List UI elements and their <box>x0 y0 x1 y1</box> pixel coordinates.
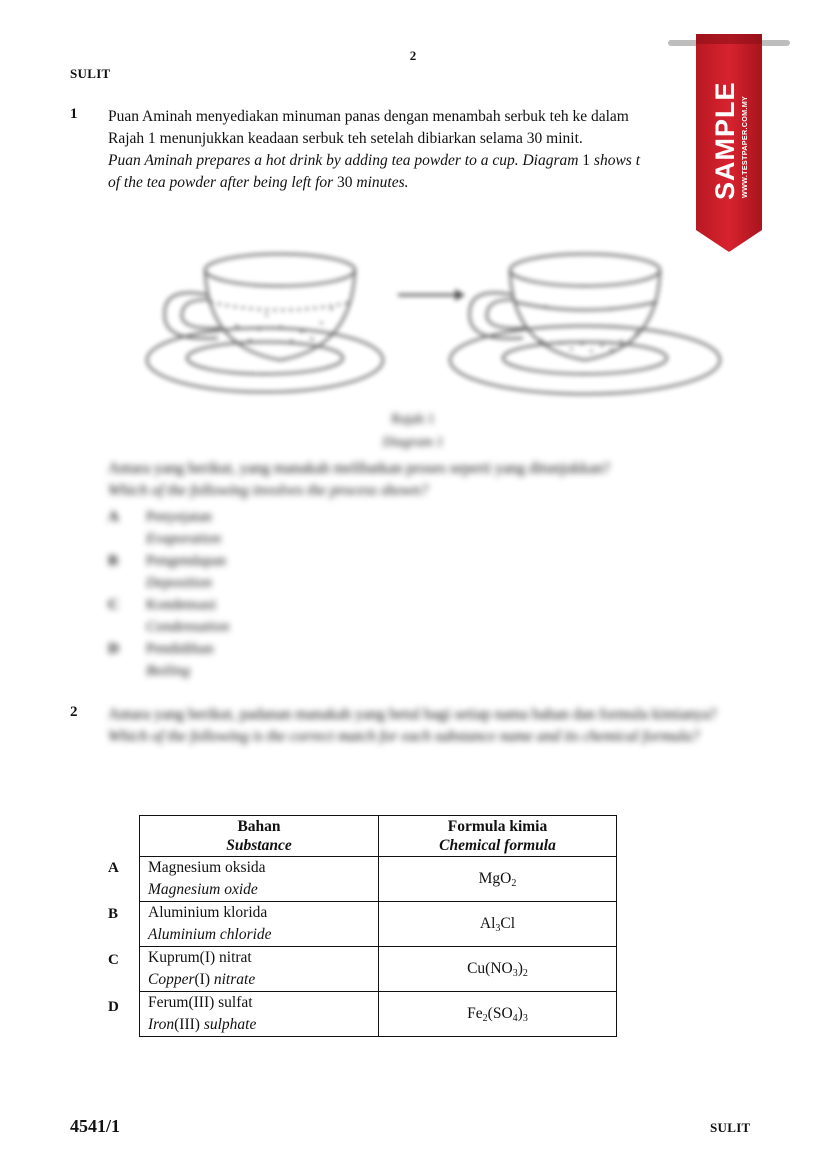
option-letter: B <box>108 553 119 569</box>
arrow <box>398 289 465 301</box>
q1-line4 <box>108 172 708 194</box>
substance-ms: Ferum(III) sulfat <box>148 994 253 1011</box>
substance-table <box>139 815 617 1037</box>
option-ms: Kondensasi <box>146 597 216 613</box>
q1-line3-num: 1 <box>582 152 591 169</box>
formula-cell: $Al_3Cl$ <box>379 902 617 947</box>
substance-en-pre: Copper <box>148 971 195 988</box>
option-en: Boiling <box>146 663 191 679</box>
tea-cups-diagram <box>140 230 740 420</box>
substance-ms: Magnesium oksida <box>148 859 266 876</box>
formula-cell: MgO$_2$ <box>379 857 617 902</box>
q1-question-ms: Antara yang berikut, yang manakah melibatkan proses seperti yang ditunjukkan? <box>108 460 610 477</box>
table-row[interactable] <box>140 947 617 992</box>
substance-en-post: nitrate <box>210 971 256 988</box>
option-en: Condensation <box>146 619 230 635</box>
col1-en: Substance <box>226 837 292 854</box>
q2-number: 2 <box>70 704 78 720</box>
row-letter-b[interactable]: B <box>108 906 119 922</box>
q1-line2: Rajah 1 menunjukkan keadaan serbuk teh setelah dibiarkan selama 30 minit. <box>108 130 583 147</box>
q1-line4-pre: of the tea powder after being left for <box>108 174 338 191</box>
col-formula <box>379 816 617 857</box>
q1-line3-post: shows t <box>590 152 641 169</box>
q1-line3-pre: Puan Aminah prepares a hot drink by adding tea powder to a cup. Diagram <box>108 152 583 169</box>
substance-en-mid: (I) <box>194 971 210 988</box>
sample-ribbon <box>668 30 790 256</box>
option-letter: A <box>108 509 119 525</box>
col-substance <box>140 816 379 857</box>
substance-ms: Aluminium klorida <box>148 904 268 921</box>
option-letter: C <box>108 597 119 613</box>
q1-options <box>108 506 229 682</box>
table-row[interactable] <box>140 857 617 902</box>
q1-number: 1 <box>70 106 78 122</box>
page-number: 2 <box>409 48 417 63</box>
paper-code: 4541/1 <box>70 1116 121 1136</box>
col2-ms: Formula kimia <box>447 818 548 835</box>
row-letter-d[interactable]: D <box>108 999 119 1015</box>
substance-ms: Kuprum(I) nitrat <box>148 949 252 966</box>
q1-line3 <box>108 150 708 172</box>
cup-after <box>450 254 720 394</box>
formula-cell: $Cu(NO_3)_2$ <box>379 947 617 992</box>
q1-line4-num: 30 <box>337 174 353 191</box>
ribbon-url: WWW.TESTPAPER.COM.MY <box>740 95 749 198</box>
q2-text-en: Which of the following is the correct match for each substance name and its chemical formula? <box>108 728 700 745</box>
substance-en-pre: Iron <box>148 1016 175 1033</box>
substance-en <box>148 1014 370 1036</box>
q1-option-a[interactable] <box>108 506 229 550</box>
q2-stem <box>108 704 748 748</box>
caption-ms: Rajah 1 <box>391 412 435 427</box>
substance-en-mid: (III) <box>174 1016 200 1033</box>
substance-en: Magnesium oxide <box>148 881 258 898</box>
q1-line1: Puan Aminah menyediakan minuman panas dengan menambah serbuk teh ke dalam <box>108 108 629 125</box>
option-ms: Pengendapan <box>146 553 226 569</box>
col2-en: Chemical formula <box>439 837 556 854</box>
formula-cell: $Fe_2(SO_4)_3$ <box>379 992 617 1037</box>
col1-ms: Bahan <box>237 818 281 835</box>
header-sulit: SULIT <box>70 66 111 81</box>
q1-option-d[interactable] <box>108 638 229 682</box>
table-row[interactable] <box>140 902 617 947</box>
q1-stem <box>108 106 708 194</box>
q2-text-ms: Antara yang berikut, padanan manakah yang betul bagi setiap nama bahan dan formula kimianya? <box>108 706 717 723</box>
ribbon-label: SAMPLE <box>710 81 740 200</box>
caption-en: Diagram 1 <box>382 435 444 450</box>
footer-sulit: SULIT <box>710 1120 751 1135</box>
table-row[interactable] <box>140 992 617 1037</box>
row-letter-c[interactable]: C <box>108 952 119 968</box>
option-letter: D <box>108 641 119 657</box>
substance-en <box>148 969 370 991</box>
option-ms: Penyejatan <box>146 509 212 525</box>
q1-option-b[interactable] <box>108 550 229 594</box>
q1-question <box>108 458 708 502</box>
table-header-row <box>140 816 617 857</box>
q1-line4-post: minutes. <box>352 174 409 191</box>
option-en: Deposition <box>146 575 212 591</box>
option-ms: Pendidihan <box>146 641 214 657</box>
q1-question-en: Which of the following involves the process shown? <box>108 482 429 499</box>
option-en: Evaporation <box>146 531 221 547</box>
substance-en-post: sulphate <box>199 1016 257 1033</box>
q1-option-c[interactable] <box>108 594 229 638</box>
cup-before <box>147 254 383 392</box>
row-letter-a[interactable]: A <box>108 860 119 876</box>
substance-en: Aluminium chloride <box>148 926 272 943</box>
